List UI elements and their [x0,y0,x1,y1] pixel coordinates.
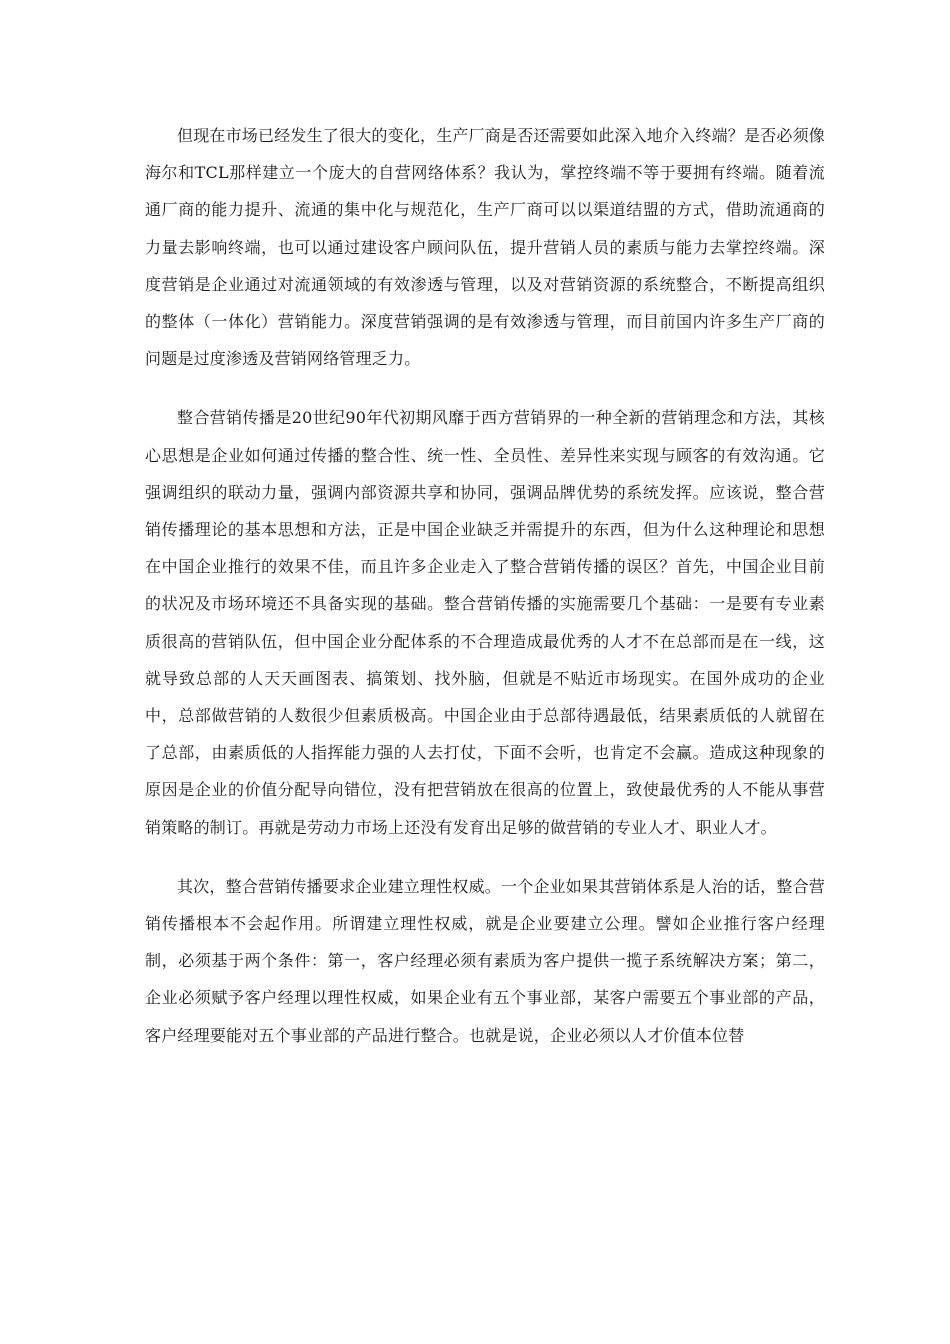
paragraph-3: 其次，整合营销传播要求企业建立理性权威。一个企业如果其营销体系是人治的话，整合营销传播根本不会起作用。所谓建立理性权威，就是企业要建立公理。譬如企业推行客户经理制，必须基于两个条件：第一，客户经理必须有素质为客户提供一揽子系统解决方案；第二，企业必须赋予客户经理以理性权威，如果企业有五个事业部，某客户需要五个事业部的产品，客户经理要能对五个事业部的产品进行整合。也就是说，企业必须以人才价值本位替 [145,876,826,1045]
paragraph-2: 整合营销传播是20世纪90年代初期风靡于西方营销界的一种全新的营销理念和方法，其核心思想是企业如何通过传播的整合性、统一性、全员性、差异性来实现与顾客的有效沟通。它强调组织的联动力量，强调内部资源共享和协同，强调品牌优势的系统发挥。应该说，整合营销传播理论的基本思想和方法，正是中国企业缺乏并需提升的东西，但为什么这种理论和思想在中国企业推行的效果不佳，而且许多企业走入了整合营销传播的误区？首先，中国企业目前的状况及市场环境还不具备实现的基础。整合营销传播的实施需要几个基础：一是要有专业素质很高的营销队伍，但中国企业分配体系的不合理造成最优秀的人才不在总部而是在一线，这就导致总部的人天天画图表、搞策划、找外脑，但就是不贴近市场现实。在国外成功的企业中，总部做营销的人数很少但素质极高。中国企业由于总部待遇最低，结果素质低的人就留在了总部，由素质低的人指挥能力强的人去打仗，下面不会听，也肯定不会赢。造成这种现象的原因是企业的价值分配导向错位，没有把营销放在很高的位置上，致使最优秀的人不能从事营销策略的制订。再就是劳动力市场上还没有发育出足够的做营销的专业人才、职业人才。 [145,408,825,837]
document-body [145,117,825,1054]
paragraph-1: 但现在市场已经发生了很大的变化，生产厂商是否还需要如此深入地介入终端？是否必须像海尔和TCL那样建立一个庞大的自营网络体系？我认为，掌控终端不等于要拥有终端。随着流通厂商的能力提升、流通的集中化与规范化，生产厂商可以以渠道结盟的方式，借助流通商的力量去影响终端，也可以通过建设客户顾问队伍，提升营销人员的素质与能力去掌控终端。深度营销是企业通过对流通领域的有效渗透与管理，以及对营销资源的系统整合，不断提高组织的整体（一体化）营销能力。深度营销强调的是有效渗透与管理，而目前国内许多生产厂商的问题是过度渗透及营销网络管理乏力。 [145,126,826,369]
